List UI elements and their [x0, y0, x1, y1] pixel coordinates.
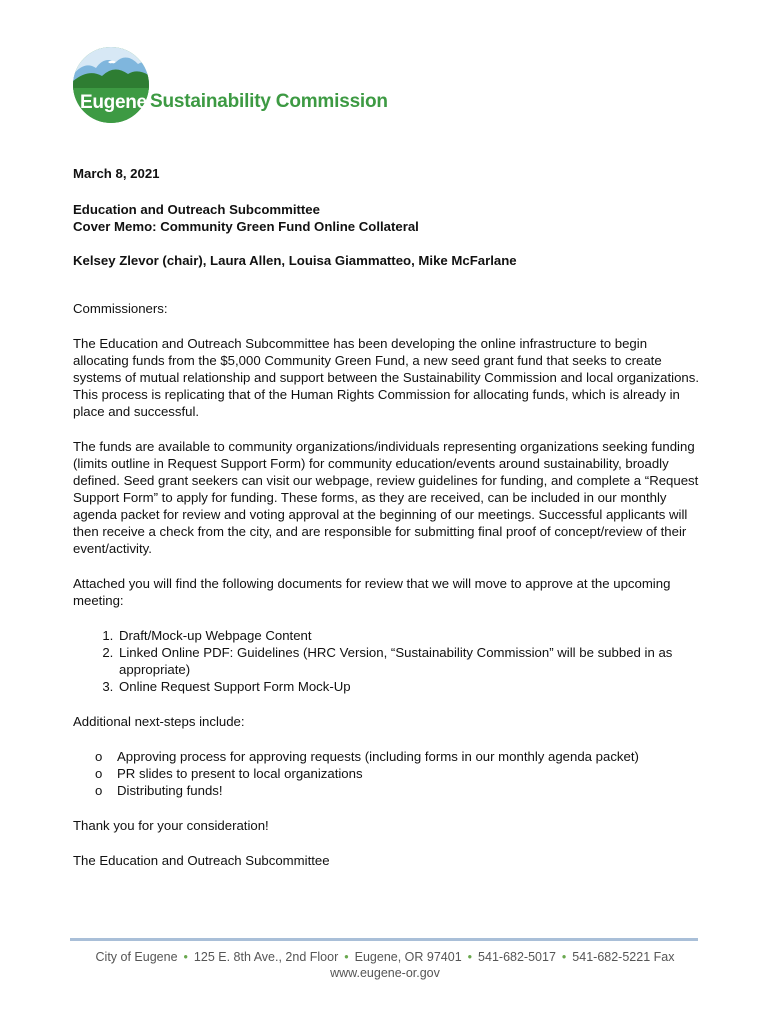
memo-salutation: Commissioners: [73, 301, 168, 316]
memo-date: March 8, 2021 [73, 166, 160, 181]
memo-paragraph-2: The funds are available to community organizations/individuals representing organizations seeking funding (limits outline in Request Support Form) for community education/events around sustainability, broadly defined. Seed grant seekers can visit our webpage, review guidelines for funding, and complete a “Request Support Form” to apply for funding. These forms, as they are received, can be included in our monthly agenda packet for review and voting approval at the beginning of our meetings. Successful applicants will then receive a check from the city, and are responsible for submitting final proof of concept/review of their event/activity. [73, 439, 699, 556]
list-item [95, 748, 703, 765]
list-item: 1. Draft/Mock-up Webpage Content [117, 627, 703, 644]
footer-citystate: Eugene, OR 97401 [354, 950, 462, 964]
list-item [95, 765, 703, 782]
next-steps-intro: Additional next-steps include: [73, 714, 245, 729]
footer-bullet-icon: • [467, 950, 473, 964]
footer-address-line [0, 949, 770, 965]
memo-paragraph-1: The Education and Outreach Subcommittee has been developing the online infrastructure to begin allocating funds from the $5,000 Community Green Fund, a new seed grant fund that seeks to create systems of mutual relationship and support between the Sustainability Commission and local organizations. This process is replicating that of the Human Rights Commission for allocating funds, which is already in place and successful. [73, 336, 700, 419]
bullet-circle: o [95, 766, 103, 781]
footer-phone: 541-682-5017 [478, 950, 556, 964]
list-item: 2. Linked Online PDF: Guidelines (HRC Version, “Sustainability Commission” will be subbed in as appropriate) [117, 644, 703, 678]
footer-city: City of Eugene [95, 950, 178, 964]
footer [0, 949, 770, 981]
memo-members: Kelsey Zlevor (chair), Laura Allen, Louisa Giammatteo, Mike McFarlane [73, 253, 517, 268]
footer-fax: 541-682-5221 Fax [572, 950, 675, 964]
next-steps-list [73, 748, 703, 799]
list-item: 3. Online Request Support Form Mock-Up [117, 678, 703, 695]
memo-signature: The Education and Outreach Subcommittee [73, 853, 330, 868]
list-item [95, 782, 703, 799]
list-item-text: Approving process for approving requests (including forms in our monthly agenda packet) [117, 749, 639, 764]
documents-list [73, 627, 703, 695]
footer-bullet-icon: • [344, 950, 349, 964]
footer-street: 125 E. 8th Ave., 2nd Floor [193, 950, 339, 964]
memo-body [73, 160, 703, 869]
footer-divider [70, 938, 698, 941]
footer-bullet-icon: • [183, 950, 188, 964]
footer-website: www.eugene-or.gov [330, 966, 440, 980]
logo-eugene-text: Eugene [80, 92, 147, 113]
bullet-circle: o [95, 783, 103, 798]
footer-bullet-icon: • [561, 950, 567, 964]
memo-subject: Cover Memo: Community Green Fund Online Collateral [73, 219, 419, 234]
logo-commission-text: Sustainability Commission [150, 91, 388, 112]
memo-subcommittee: Education and Outreach Subcommittee [73, 202, 320, 217]
sustainability-commission-logo [72, 46, 388, 128]
bullet-circle: o [95, 749, 103, 764]
list-item-text: Distributing funds! [117, 783, 223, 798]
memo-thanks: Thank you for your consideration! [73, 818, 269, 833]
memo-paragraph-3: Attached you will find the following documents for review that we will move to approve at the upcoming meeting: [73, 576, 671, 608]
list-item-text: PR slides to present to local organizations [117, 766, 363, 781]
